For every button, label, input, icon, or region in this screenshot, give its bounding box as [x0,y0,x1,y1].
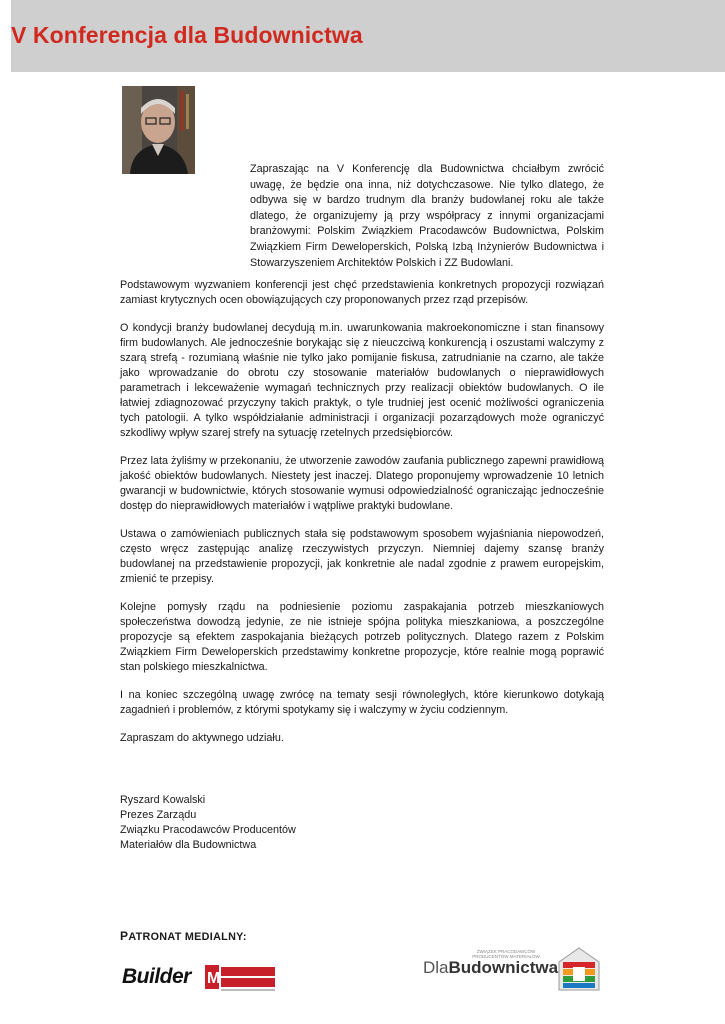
builder-logo: Builder [122,965,191,988]
signature-org: Materiałów dla Budownictwa [120,839,257,851]
paragraph: I na koniec szczególną uwagę zwrócę na tematy sesji równoległych, które kierunkowo dotykają zagadnień i problemów, z którymi spotykamy się i walczymy w życiu codziennym. [120,689,604,716]
house-emblem-icon [557,946,601,994]
materialy-budowlane-logo [205,963,277,993]
letter-body [120,278,604,759]
svg-text:M: M [207,970,221,987]
dla-logo-text [423,958,558,978]
patron-label-rest: ATRONAT MEDIALNY: [128,931,247,943]
dla-logo-main: Budownictwa [448,958,559,977]
signature-name: Ryszard Kowalski [120,794,206,806]
paragraph: Podstawowym wyzwaniem konferencji jest chęć przedstawienia konkretnych propozycji rozwiązań zamiast krytycznych ocen obowiązujących czy proponowanych przez rząd przepisów. [120,279,604,306]
paragraph: O kondycji branży budowlanej decydują m.in. uwarunkowania makroekonomiczne i stan finansowy firm budowlanych. Ale jednocześnie borykając się z nieuczciwą konkurencją i oszustami walczymy z szarą strefą - rozumianą właśnie nie tylko jako pomijanie fiskusa, zatrudnianie na czarno, ale także jako wprowadzanie do obrotu czy stosowanie materiałów budowlanych o nieprawidłowych parametrach i lekceważenie wymagań technicznych przy realizacji obiektów budowlanych. O ile łatwiej zdiagnozować przyczyny takich praktyk, o tyle trudniej jest ocenić możliwości ograniczenia tych patologii. A tylko współdziałanie administracji i organizacji pozarządowych może ograniczyć szkodliwy wpływ szarej strefy na sytuację rzetelnych przedsiębiorców. [120,322,604,439]
page-title: V Konferencja dla Budownictwa [11,22,363,48]
dla-budownictwa-logo [423,946,603,996]
header-banner [11,0,725,72]
signature-role: Prezes Zarządu [120,809,197,821]
dla-logo-prefix: Dla [423,958,449,977]
paragraph: Zapraszam do aktywnego udziału. [120,732,284,744]
paragraph: Ustawa o zamówieniach publicznych stała się podstawowym sposobem wyjaśniania niepowodzeń, często wręcz zastępując analizę rzeczywistych przyczyn. Niemniej dajemy szansę branży budowlanej na przedstawienie propozycji, jak konkretnie ale nadal zgodnie z prawem europejskim, zmienić te przepisy. [120,528,604,585]
media-patronage-label [120,929,247,943]
signature-block [120,793,420,853]
signature-org: Związku Pracodawców Producentów [120,824,296,836]
patron-label-initial: P [120,929,129,943]
paragraph: Przez lata żyliśmy w przekonaniu, że utworzenie zawodów zaufania publicznego zapewni prawidłową jakość obiektów budowlanych. Niestety jest inaczej. Dlatego proponujemy wprowadzenie 10 letnich gwarancji w budownictwie, których stosowanie wymusi odpowiedzialność ograniczając jednocześnie dostęp do nieprawidłowych materiałów i wątpliwe praktyki budowlane. [120,455,604,512]
author-photo [122,86,195,174]
paragraph: Kolejne pomysły rządu na podniesienie poziomu zaspakajania potrzeb mieszkaniowych społeczeństwa dowodzą jedynie, ze nie istnieje spójna polityka mieszkaniowa, a poszczególne propozycje są efektem zaspokajania bieżących potrzeb politycznych. Dlatego razem z Polskim Związkiem Firm Deweloperskich przedstawimy konkretne propozycje, które realnie mogą poprawić stan polskiego mieszkalnictwa. [120,601,604,673]
dla-logo-subtitle: ZWIĄZEK PRACODAWCÓW PRODUCENTÓW MATERIAŁÓW [472,949,540,959]
intro-paragraph: Zapraszając na V Konferencję dla Budownictwa chciałbym zwrócić uwagę, że będzie ona inna, niż dotychczasowe. Nie tylko dlatego, że odbywa się w bardzo trudnym dla branży budowlanej roku ale także dlatego, że organizujemy ją przy współpracy z innymi organizacjami branżowymi: Polskim Związkiem Pracodawców Budownictwa, Polskim Związkiem Firm Deweloperskich, Polską Izbą Inżynierów Budownictwa i Stowarzyszeniem Architektów Polskich i ZZ Budowlani. [250,163,604,269]
